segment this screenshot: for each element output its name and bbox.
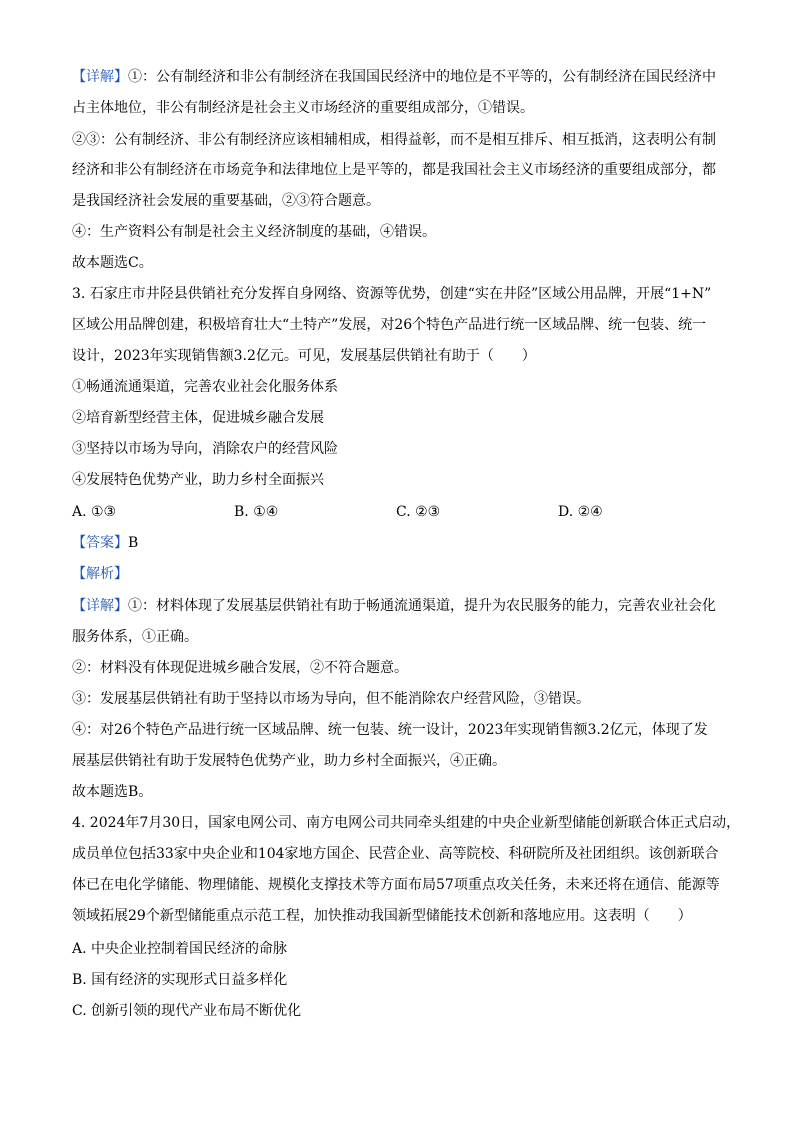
question-stem: 区域公用品牌创建，积极培育壮大“土特产”发展，对26个特色产品进行统一区域品牌、统一包装、统一: [72, 317, 707, 333]
option-d: D. ②④: [558, 504, 603, 520]
question-stem: 成员单位包括33家中央企业和104家地方国企、民营企业、高等院校、科研院所及社团组织。该创新联合: [72, 846, 719, 862]
statement-item: ②培育新型经营主体，促进城乡融合发展: [72, 410, 324, 426]
option-a: A. 中央企业控制着国民经济的命脉: [72, 941, 288, 957]
detail-line: ③：发展基层供销社有助于坚持以市场为导向，但不能消除农户经营风险，③错误。: [72, 691, 590, 707]
detail-line: 展基层供销社有助于发展特色优势产业，助力乡村全面振兴，④正确。: [72, 753, 506, 769]
question-stem: 领域拓展29个新型储能重点示范工程，加快推动我国新型储能技术创新和落地应用。这表明（ ）: [72, 908, 692, 924]
detail-tag: 【详解】: [72, 69, 128, 85]
detail-line: ②③：公有制经济、非公有制经济应该相辅相成，相得益彰，而不是相互排斥、相互抵消，这表明公有制: [72, 132, 716, 148]
option-b: B. 国有经济的实现形式日益多样化: [72, 972, 288, 988]
statement-item: ③坚持以市场为导向，消除农户的经营风险: [72, 441, 338, 457]
answer-line: [72, 533, 138, 553]
question-stem: 设计，2023年实现销售额3.2亿元。可见，发展基层供销社有助于（ ）: [72, 348, 536, 364]
analysis-heading: 【解析】: [72, 566, 128, 582]
question-stem: 体已在电化学储能、物理储能、规模化支撑技术等方面布局57项重点攻关任务，未来还将在通信、能源等: [72, 877, 720, 893]
detail-line: ②：材料没有体现促进城乡融合发展，②不符合题意。: [72, 660, 408, 676]
detail-line: 占主体地位，非公有制经济是社会主义市场经济的重要组成部分，①错误。: [72, 100, 534, 116]
detail-line: ④：生产资料公有制是社会主义经济制度的基础，④错误。: [72, 224, 436, 240]
detail-line: 服务体系，①正确。: [72, 629, 198, 645]
statement-item: ①畅通流通渠道，完善农业社会化服务体系: [72, 379, 338, 395]
detail-line: 【详解】①：材料体现了发展基层供销社有助于畅通流通渠道，提升为农民服务的能力，完善农业社会化: [72, 598, 716, 614]
option-b: B. ①④: [234, 504, 279, 520]
option-a: A. ①③: [72, 504, 117, 520]
statement-item: ④发展特色优势产业，助力乡村全面振兴: [72, 472, 324, 488]
detail-line: 是我国经济社会发展的重要基础，②③符合题意。: [72, 193, 380, 209]
detail-line: ④：对26个特色产品进行统一区域品牌、统一包装、统一设计，2023年实现销售额3.2亿元，体现了发: [72, 722, 708, 738]
detail-tag: 【详解】: [72, 598, 128, 614]
question-stem: 3. 石家庄市井陉县供销社充分发挥自身网络、资源等优势，创建“实在井陉”区域公用品牌，开展“1+N”: [72, 286, 712, 302]
answer-value: B: [128, 535, 139, 551]
conclusion-line: 故本题选C。: [72, 255, 153, 271]
question-stem: 4. 2024年7月30日，国家电网公司、南方电网公司共同牵头组建的中央企业新型储能创新联合体正式启动，: [72, 815, 741, 831]
detail-line: 【详解】①：公有制经济和非公有制经济在我国国民经济中的地位是不平等的，公有制经济在国民经济中: [72, 69, 716, 85]
answer-tag: 【答案】: [72, 535, 128, 551]
detail-line: 经济和非公有制经济在市场竞争和法律地位上是平等的，都是我国社会主义市场经济的重要组成部分，都: [72, 162, 716, 178]
conclusion-line: 故本题选B。: [72, 784, 153, 800]
option-c: C. ②③: [396, 504, 441, 520]
option-c: C. 创新引领的现代产业布局不断优化: [72, 1003, 302, 1019]
